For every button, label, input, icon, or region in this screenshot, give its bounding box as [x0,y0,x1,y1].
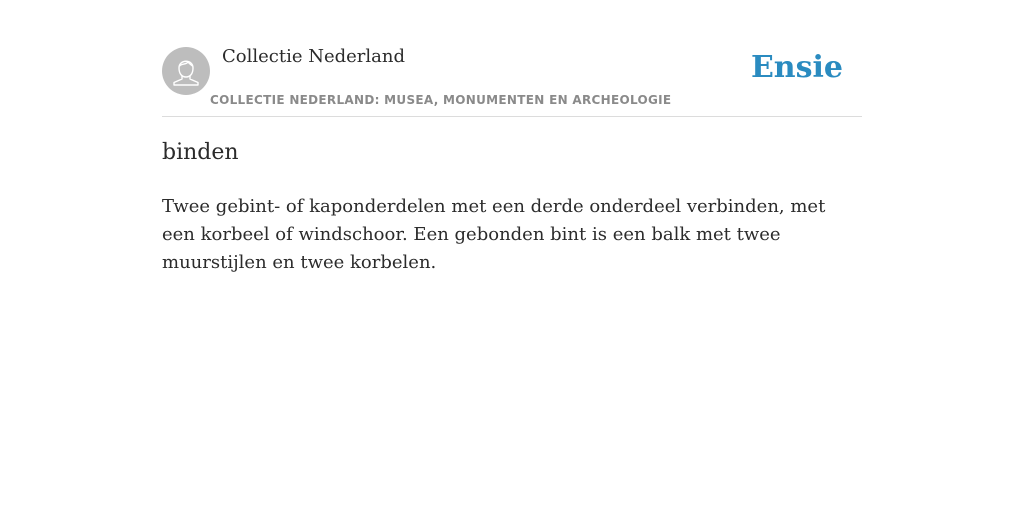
brand-logo[interactable]: Ensie [750,50,843,85]
user-placeholder-icon [162,47,210,95]
entry-definition: Twee gebint- of kaponderdelen met een derde onderdeel verbinden, met een korbeel of windschoor. Een gebonden bint is een balk met twee muurstijlen en twee korbelen. [162,196,826,273]
author-name[interactable]: Collectie Nederland [222,46,406,67]
entry-header [162,0,862,117]
entry-card [162,0,862,512]
entry-term: binden [162,140,239,165]
author-subtitle: COLLECTIE NEDERLAND: MUSEA, MONUMENTEN EN ARCHEOLOGIE [210,93,672,107]
avatar[interactable] [162,47,210,95]
